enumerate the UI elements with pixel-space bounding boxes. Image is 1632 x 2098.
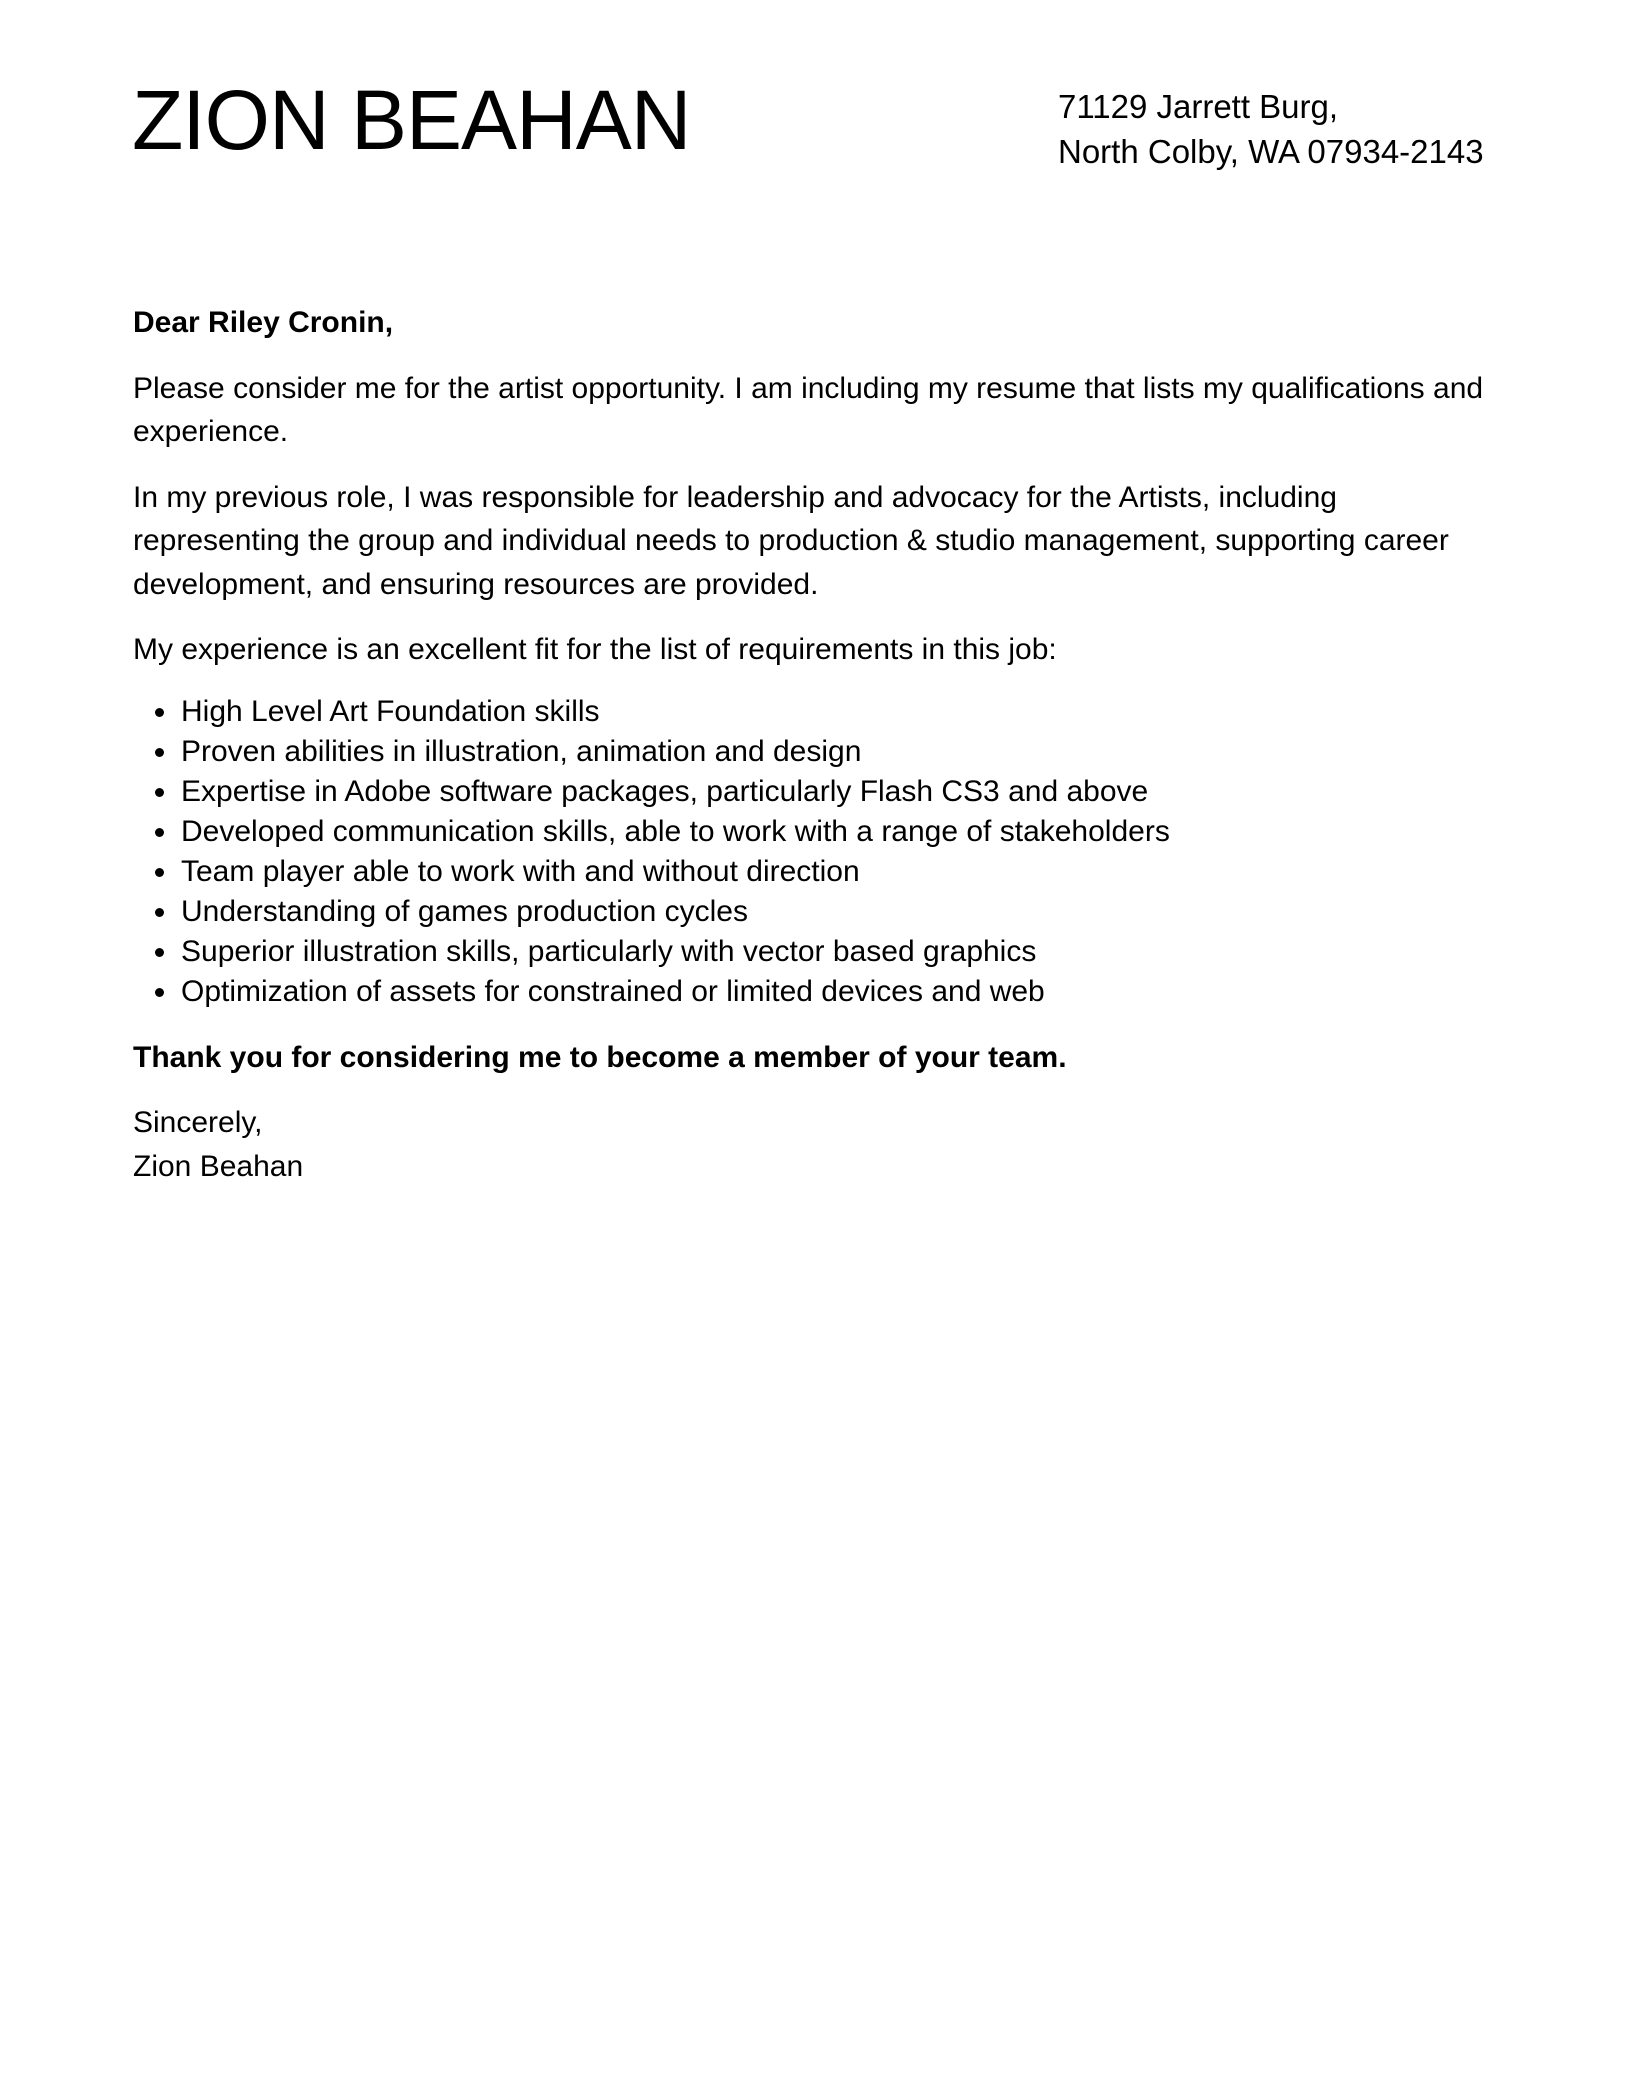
requirement-text: Developed communication skills, able to work with a range of stakeholders — [181, 814, 1170, 848]
address-line-2: North Colby, WA 07934-2143 — [1058, 133, 1484, 170]
bullet-icon — [155, 908, 164, 917]
greeting: Dear Riley Cronin, — [133, 306, 394, 339]
requirements-list — [133, 692, 1503, 1012]
applicant-address — [1058, 84, 1484, 174]
list-item — [133, 692, 1503, 732]
list-item — [133, 812, 1503, 852]
bullet-icon — [155, 748, 164, 757]
intro-paragraph: Please consider me for the artist opportunity. I am including my resume that lists my qualifications and experience. — [133, 371, 1484, 448]
list-item — [133, 932, 1503, 972]
letter-body — [133, 301, 1503, 1188]
closing-line: Thank you for considering me to become a member of your team. — [133, 1040, 1067, 1074]
requirement-text: High Level Art Foundation skills — [181, 694, 600, 728]
bullet-icon — [155, 828, 164, 837]
requirement-text: Proven abilities in illustration, animation and design — [181, 734, 862, 768]
requirement-text: Team player able to work with and without direction — [181, 854, 860, 888]
list-item — [133, 852, 1503, 892]
requirement-text: Understanding of games production cycles — [181, 894, 748, 928]
list-item — [133, 732, 1503, 772]
bullet-icon — [155, 708, 164, 717]
signoff: Sincerely, — [133, 1106, 263, 1139]
bullet-icon — [155, 948, 164, 957]
signature-name: Zion Beahan — [133, 1149, 304, 1183]
address-line-1: 71129 Jarrett Burg, — [1058, 88, 1339, 125]
requirement-text: Superior illustration skills, particularly with vector based graphics — [181, 934, 1037, 968]
experience-paragraph: In my previous role, I was responsible for leadership and advocacy for the Artists, including representing the group and individual needs to production & studio management, supporting career development, and ensuring resources are provided. — [133, 480, 1449, 601]
requirement-text: Optimization of assets for constrained or limited devices and web — [181, 974, 1045, 1008]
bullet-icon — [155, 988, 164, 997]
list-item — [133, 772, 1503, 812]
bullet-icon — [155, 788, 164, 797]
requirements-intro: My experience is an excellent fit for the list of requirements in this job: — [133, 633, 1057, 666]
applicant-name: ZION BEAHAN — [132, 73, 691, 167]
requirement-text: Expertise in Adobe software packages, particularly Flash CS3 and above — [181, 774, 1149, 808]
bullet-icon — [155, 868, 164, 877]
list-item — [133, 892, 1503, 932]
signoff-block — [133, 1101, 1503, 1188]
list-item — [133, 972, 1503, 1012]
